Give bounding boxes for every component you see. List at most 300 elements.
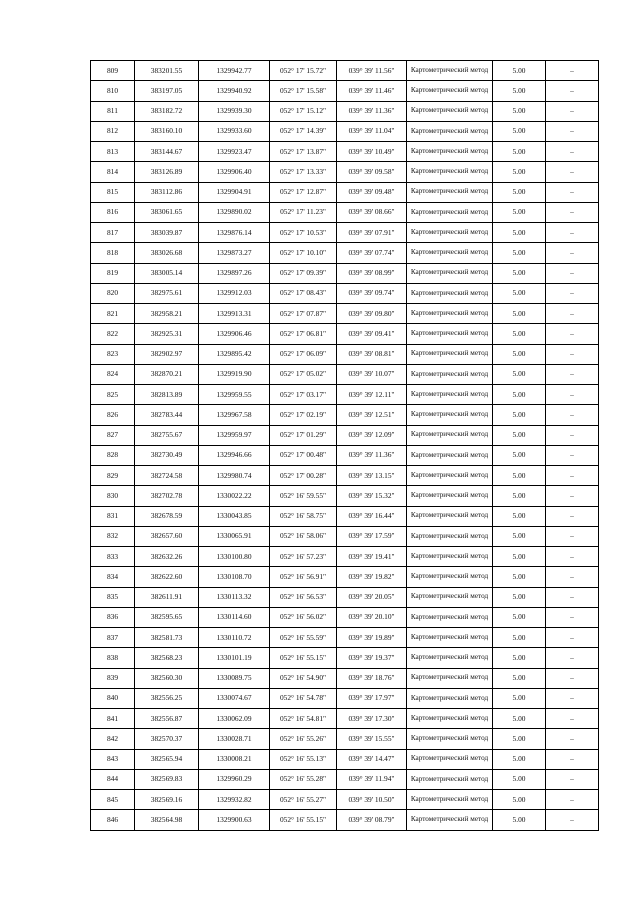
- method-cell: Картометрический метод: [407, 425, 493, 445]
- latitude-cell: 052° 17' 05.02": [270, 364, 337, 384]
- table-row: [91, 486, 599, 506]
- method-cell: Картометрический метод: [407, 526, 493, 546]
- note-cell: –: [546, 81, 599, 101]
- note-cell: –: [546, 769, 599, 789]
- note-cell: –: [546, 587, 599, 607]
- latitude-cell: 052° 16' 55.27": [270, 790, 337, 810]
- accuracy-cell: 5.00: [493, 486, 546, 506]
- latitude-cell: 052° 16' 56.02": [270, 607, 337, 627]
- x-coordinate-cell: 383112.86: [135, 182, 199, 202]
- x-coordinate-cell: 383160.10: [135, 121, 199, 141]
- table-row: [91, 182, 599, 202]
- latitude-cell: 052° 17' 06.81": [270, 324, 337, 344]
- x-coordinate-cell: 382702.78: [135, 486, 199, 506]
- latitude-cell: 052° 16' 55.26": [270, 729, 337, 749]
- latitude-cell: 052° 17' 03.17": [270, 385, 337, 405]
- method-cell: Картометрический метод: [407, 749, 493, 769]
- method-cell: Картометрический метод: [407, 668, 493, 688]
- x-coordinate-cell: 382564.98: [135, 810, 199, 830]
- table-row: [91, 749, 599, 769]
- method-cell: Картометрический метод: [407, 445, 493, 465]
- x-coordinate-cell: 382568.23: [135, 648, 199, 668]
- note-cell: –: [546, 101, 599, 121]
- y-coordinate-cell: 1329932.82: [199, 790, 270, 810]
- method-cell: Картометрический метод: [407, 648, 493, 668]
- method-cell: Картометрический метод: [407, 506, 493, 526]
- point-number-cell: 820: [91, 283, 135, 303]
- accuracy-cell: 5.00: [493, 769, 546, 789]
- y-coordinate-cell: 1329873.27: [199, 243, 270, 263]
- y-coordinate-cell: 1329923.47: [199, 142, 270, 162]
- x-coordinate-cell: 382569.16: [135, 790, 199, 810]
- y-coordinate-cell: 1329904.91: [199, 182, 270, 202]
- note-cell: –: [546, 324, 599, 344]
- note-cell: –: [546, 182, 599, 202]
- point-number-cell: 845: [91, 790, 135, 810]
- y-coordinate-cell: 1330110.72: [199, 628, 270, 648]
- method-cell: Картометрический метод: [407, 688, 493, 708]
- accuracy-cell: 5.00: [493, 445, 546, 465]
- point-number-cell: 837: [91, 628, 135, 648]
- y-coordinate-cell: 1329946.66: [199, 445, 270, 465]
- note-cell: –: [546, 364, 599, 384]
- document-page: [90, 60, 598, 831]
- accuracy-cell: 5.00: [493, 506, 546, 526]
- y-coordinate-cell: 1330108.70: [199, 567, 270, 587]
- note-cell: –: [546, 547, 599, 567]
- y-coordinate-cell: 1329959.97: [199, 425, 270, 445]
- note-cell: –: [546, 749, 599, 769]
- latitude-cell: 052° 16' 55.28": [270, 769, 337, 789]
- x-coordinate-cell: 382755.67: [135, 425, 199, 445]
- latitude-cell: 052° 16' 57.23": [270, 547, 337, 567]
- method-cell: Картометрический метод: [407, 304, 493, 324]
- accuracy-cell: 5.00: [493, 607, 546, 627]
- note-cell: –: [546, 526, 599, 546]
- table-row: [91, 607, 599, 627]
- table-row: [91, 202, 599, 222]
- method-cell: Картометрический метод: [407, 567, 493, 587]
- table-row: [91, 688, 599, 708]
- method-cell: Картометрический метод: [407, 790, 493, 810]
- point-number-cell: 818: [91, 243, 135, 263]
- method-cell: Картометрический метод: [407, 202, 493, 222]
- point-number-cell: 810: [91, 81, 135, 101]
- method-cell: Картометрический метод: [407, 344, 493, 364]
- table-row: [91, 790, 599, 810]
- latitude-cell: 052° 16' 54.81": [270, 709, 337, 729]
- note-cell: –: [546, 142, 599, 162]
- latitude-cell: 052° 17' 09.39": [270, 263, 337, 283]
- x-coordinate-cell: 383201.55: [135, 61, 199, 81]
- y-coordinate-cell: 1329913.31: [199, 304, 270, 324]
- accuracy-cell: 5.00: [493, 405, 546, 425]
- latitude-cell: 052° 17' 12.87": [270, 182, 337, 202]
- longitude-cell: 039° 39' 10.50": [337, 790, 407, 810]
- point-number-cell: 836: [91, 607, 135, 627]
- latitude-cell: 052° 16' 59.55": [270, 486, 337, 506]
- longitude-cell: 039° 39' 20.10": [337, 607, 407, 627]
- point-number-cell: 821: [91, 304, 135, 324]
- accuracy-cell: 5.00: [493, 526, 546, 546]
- longitude-cell: 039° 39' 19.37": [337, 648, 407, 668]
- x-coordinate-cell: 383144.67: [135, 142, 199, 162]
- accuracy-cell: 5.00: [493, 810, 546, 830]
- longitude-cell: 039° 39' 17.30": [337, 709, 407, 729]
- table-row: [91, 466, 599, 486]
- method-cell: Картометрический метод: [407, 769, 493, 789]
- accuracy-cell: 5.00: [493, 567, 546, 587]
- y-coordinate-cell: 1329890.02: [199, 202, 270, 222]
- method-cell: Картометрический метод: [407, 607, 493, 627]
- table-row: [91, 628, 599, 648]
- latitude-cell: 052° 17' 07.87": [270, 304, 337, 324]
- accuracy-cell: 5.00: [493, 61, 546, 81]
- y-coordinate-cell: 1329876.14: [199, 223, 270, 243]
- longitude-cell: 039° 39' 08.79": [337, 810, 407, 830]
- y-coordinate-cell: 1329906.46: [199, 324, 270, 344]
- point-number-cell: 828: [91, 445, 135, 465]
- accuracy-cell: 5.00: [493, 668, 546, 688]
- x-coordinate-cell: 383197.05: [135, 81, 199, 101]
- accuracy-cell: 5.00: [493, 364, 546, 384]
- longitude-cell: 039° 39' 11.56": [337, 61, 407, 81]
- table-row: [91, 121, 599, 141]
- latitude-cell: 052° 17' 15.72": [270, 61, 337, 81]
- point-number-cell: 829: [91, 466, 135, 486]
- point-number-cell: 813: [91, 142, 135, 162]
- method-cell: Картометрический метод: [407, 324, 493, 344]
- note-cell: –: [546, 405, 599, 425]
- latitude-cell: 052° 16' 55.15": [270, 810, 337, 830]
- table-row: [91, 445, 599, 465]
- method-cell: Картометрический метод: [407, 263, 493, 283]
- latitude-cell: 052° 17' 14.39": [270, 121, 337, 141]
- longitude-cell: 039° 39' 19.41": [337, 547, 407, 567]
- y-coordinate-cell: 1330113.32: [199, 587, 270, 607]
- method-cell: Картометрический метод: [407, 587, 493, 607]
- point-number-cell: 840: [91, 688, 135, 708]
- y-coordinate-cell: 1329906.40: [199, 162, 270, 182]
- accuracy-cell: 5.00: [493, 81, 546, 101]
- y-coordinate-cell: 1329967.58: [199, 405, 270, 425]
- longitude-cell: 039° 39' 11.46": [337, 81, 407, 101]
- accuracy-cell: 5.00: [493, 688, 546, 708]
- method-cell: Картометрический метод: [407, 709, 493, 729]
- longitude-cell: 039° 39' 17.59": [337, 526, 407, 546]
- latitude-cell: 052° 16' 58.75": [270, 506, 337, 526]
- accuracy-cell: 5.00: [493, 182, 546, 202]
- latitude-cell: 052° 16' 55.13": [270, 749, 337, 769]
- latitude-cell: 052° 16' 56.91": [270, 567, 337, 587]
- latitude-cell: 052° 17' 10.10": [270, 243, 337, 263]
- x-coordinate-cell: 382958.21: [135, 304, 199, 324]
- note-cell: –: [546, 304, 599, 324]
- note-cell: –: [546, 223, 599, 243]
- method-cell: Картометрический метод: [407, 142, 493, 162]
- x-coordinate-cell: 382657.60: [135, 526, 199, 546]
- point-number-cell: 838: [91, 648, 135, 668]
- longitude-cell: 039° 39' 08.99": [337, 263, 407, 283]
- point-number-cell: 844: [91, 769, 135, 789]
- accuracy-cell: 5.00: [493, 344, 546, 364]
- latitude-cell: 052° 16' 54.78": [270, 688, 337, 708]
- table-row: [91, 385, 599, 405]
- x-coordinate-cell: 382556.25: [135, 688, 199, 708]
- accuracy-cell: 5.00: [493, 466, 546, 486]
- point-number-cell: 819: [91, 263, 135, 283]
- note-cell: –: [546, 810, 599, 830]
- x-coordinate-cell: 382783.44: [135, 405, 199, 425]
- latitude-cell: 052° 16' 58.06": [270, 526, 337, 546]
- accuracy-cell: 5.00: [493, 263, 546, 283]
- latitude-cell: 052° 16' 54.90": [270, 668, 337, 688]
- y-coordinate-cell: 1329939.30: [199, 101, 270, 121]
- table-row: [91, 344, 599, 364]
- y-coordinate-cell: 1329933.60: [199, 121, 270, 141]
- point-number-cell: 825: [91, 385, 135, 405]
- latitude-cell: 052° 16' 56.53": [270, 587, 337, 607]
- table-row: [91, 567, 599, 587]
- x-coordinate-cell: 382611.91: [135, 587, 199, 607]
- longitude-cell: 039° 39' 13.15": [337, 466, 407, 486]
- table-row: [91, 648, 599, 668]
- table-row: [91, 61, 599, 81]
- accuracy-cell: 5.00: [493, 223, 546, 243]
- x-coordinate-cell: 383005.14: [135, 263, 199, 283]
- note-cell: –: [546, 202, 599, 222]
- x-coordinate-cell: 383026.68: [135, 243, 199, 263]
- point-number-cell: 817: [91, 223, 135, 243]
- point-number-cell: 846: [91, 810, 135, 830]
- method-cell: Картометрический метод: [407, 81, 493, 101]
- point-number-cell: 826: [91, 405, 135, 425]
- longitude-cell: 039° 39' 09.48": [337, 182, 407, 202]
- method-cell: Картометрический метод: [407, 162, 493, 182]
- table-row: [91, 364, 599, 384]
- point-number-cell: 839: [91, 668, 135, 688]
- longitude-cell: 039° 39' 12.51": [337, 405, 407, 425]
- accuracy-cell: 5.00: [493, 142, 546, 162]
- longitude-cell: 039° 39' 07.74": [337, 243, 407, 263]
- point-number-cell: 824: [91, 364, 135, 384]
- table-row: [91, 668, 599, 688]
- longitude-cell: 039° 39' 09.74": [337, 283, 407, 303]
- longitude-cell: 039° 39' 15.55": [337, 729, 407, 749]
- x-coordinate-cell: 383061.65: [135, 202, 199, 222]
- longitude-cell: 039° 39' 16.44": [337, 506, 407, 526]
- table-row: [91, 223, 599, 243]
- table-row: [91, 101, 599, 121]
- accuracy-cell: 5.00: [493, 709, 546, 729]
- point-number-cell: 834: [91, 567, 135, 587]
- point-number-cell: 832: [91, 526, 135, 546]
- x-coordinate-cell: 382902.97: [135, 344, 199, 364]
- table-row: [91, 506, 599, 526]
- latitude-cell: 052° 17' 13.33": [270, 162, 337, 182]
- x-coordinate-cell: 382556.87: [135, 709, 199, 729]
- latitude-cell: 052° 17' 15.12": [270, 101, 337, 121]
- x-coordinate-cell: 382565.94: [135, 749, 199, 769]
- longitude-cell: 039° 39' 11.36": [337, 445, 407, 465]
- latitude-cell: 052° 16' 55.59": [270, 628, 337, 648]
- table-row: [91, 324, 599, 344]
- accuracy-cell: 5.00: [493, 729, 546, 749]
- point-number-cell: 842: [91, 729, 135, 749]
- note-cell: –: [546, 709, 599, 729]
- y-coordinate-cell: 1329895.42: [199, 344, 270, 364]
- x-coordinate-cell: 382569.83: [135, 769, 199, 789]
- method-cell: Картометрический метод: [407, 547, 493, 567]
- latitude-cell: 052° 17' 11.23": [270, 202, 337, 222]
- accuracy-cell: 5.00: [493, 648, 546, 668]
- longitude-cell: 039° 39' 10.49": [337, 142, 407, 162]
- longitude-cell: 039° 39' 14.47": [337, 749, 407, 769]
- accuracy-cell: 5.00: [493, 587, 546, 607]
- accuracy-cell: 5.00: [493, 385, 546, 405]
- note-cell: –: [546, 729, 599, 749]
- x-coordinate-cell: 382730.49: [135, 445, 199, 465]
- method-cell: Картометрический метод: [407, 364, 493, 384]
- table-body: [91, 61, 599, 831]
- longitude-cell: 039° 39' 19.89": [337, 628, 407, 648]
- point-number-cell: 814: [91, 162, 135, 182]
- table-row: [91, 304, 599, 324]
- longitude-cell: 039° 39' 08.81": [337, 344, 407, 364]
- x-coordinate-cell: 382724.58: [135, 466, 199, 486]
- y-coordinate-cell: 1330074.67: [199, 688, 270, 708]
- latitude-cell: 052° 17' 01.29": [270, 425, 337, 445]
- latitude-cell: 052° 17' 00.48": [270, 445, 337, 465]
- latitude-cell: 052° 17' 06.09": [270, 344, 337, 364]
- y-coordinate-cell: 1330101.19: [199, 648, 270, 668]
- longitude-cell: 039° 39' 09.80": [337, 304, 407, 324]
- note-cell: –: [546, 121, 599, 141]
- note-cell: –: [546, 506, 599, 526]
- longitude-cell: 039° 39' 17.97": [337, 688, 407, 708]
- latitude-cell: 052° 17' 00.28": [270, 466, 337, 486]
- table-row: [91, 405, 599, 425]
- method-cell: Картометрический метод: [407, 810, 493, 830]
- accuracy-cell: 5.00: [493, 283, 546, 303]
- y-coordinate-cell: 1329960.29: [199, 769, 270, 789]
- y-coordinate-cell: 1329897.26: [199, 263, 270, 283]
- accuracy-cell: 5.00: [493, 547, 546, 567]
- table-row: [91, 729, 599, 749]
- longitude-cell: 039° 39' 11.94": [337, 769, 407, 789]
- point-number-cell: 833: [91, 547, 135, 567]
- note-cell: –: [546, 688, 599, 708]
- y-coordinate-cell: 1329900.63: [199, 810, 270, 830]
- latitude-cell: 052° 17' 02.19": [270, 405, 337, 425]
- method-cell: Картометрический метод: [407, 466, 493, 486]
- note-cell: –: [546, 243, 599, 263]
- table-row: [91, 142, 599, 162]
- y-coordinate-cell: 1330100.80: [199, 547, 270, 567]
- x-coordinate-cell: 382595.65: [135, 607, 199, 627]
- note-cell: –: [546, 567, 599, 587]
- point-number-cell: 830: [91, 486, 135, 506]
- table-row: [91, 810, 599, 830]
- longitude-cell: 039° 39' 11.36": [337, 101, 407, 121]
- accuracy-cell: 5.00: [493, 162, 546, 182]
- note-cell: –: [546, 385, 599, 405]
- table-row: [91, 769, 599, 789]
- x-coordinate-cell: 382632.26: [135, 547, 199, 567]
- x-coordinate-cell: 382870.21: [135, 364, 199, 384]
- accuracy-cell: 5.00: [493, 101, 546, 121]
- note-cell: –: [546, 628, 599, 648]
- table-row: [91, 547, 599, 567]
- y-coordinate-cell: 1330043.85: [199, 506, 270, 526]
- latitude-cell: 052° 17' 13.87": [270, 142, 337, 162]
- x-coordinate-cell: 382581.73: [135, 628, 199, 648]
- y-coordinate-cell: 1329940.92: [199, 81, 270, 101]
- method-cell: Картометрический метод: [407, 182, 493, 202]
- table-row: [91, 243, 599, 263]
- accuracy-cell: 5.00: [493, 324, 546, 344]
- x-coordinate-cell: 382560.30: [135, 668, 199, 688]
- x-coordinate-cell: 382678.59: [135, 506, 199, 526]
- method-cell: Картометрический метод: [407, 61, 493, 81]
- table-row: [91, 425, 599, 445]
- longitude-cell: 039° 39' 11.04": [337, 121, 407, 141]
- x-coordinate-cell: 383039.87: [135, 223, 199, 243]
- accuracy-cell: 5.00: [493, 304, 546, 324]
- note-cell: –: [546, 162, 599, 182]
- accuracy-cell: 5.00: [493, 790, 546, 810]
- x-coordinate-cell: 382813.89: [135, 385, 199, 405]
- method-cell: Картометрический метод: [407, 385, 493, 405]
- longitude-cell: 039° 39' 07.91": [337, 223, 407, 243]
- method-cell: Картометрический метод: [407, 486, 493, 506]
- table-row: [91, 526, 599, 546]
- point-number-cell: 823: [91, 344, 135, 364]
- y-coordinate-cell: 1329959.55: [199, 385, 270, 405]
- table-row: [91, 587, 599, 607]
- longitude-cell: 039° 39' 12.11": [337, 385, 407, 405]
- y-coordinate-cell: 1329912.03: [199, 283, 270, 303]
- note-cell: –: [546, 668, 599, 688]
- point-number-cell: 843: [91, 749, 135, 769]
- method-cell: Картометрический метод: [407, 628, 493, 648]
- latitude-cell: 052° 17' 15.58": [270, 81, 337, 101]
- method-cell: Картометрический метод: [407, 405, 493, 425]
- longitude-cell: 039° 39' 15.32": [337, 486, 407, 506]
- y-coordinate-cell: 1329980.74: [199, 466, 270, 486]
- accuracy-cell: 5.00: [493, 628, 546, 648]
- x-coordinate-cell: 382570.37: [135, 729, 199, 749]
- x-coordinate-cell: 383126.89: [135, 162, 199, 182]
- method-cell: Картометрический метод: [407, 101, 493, 121]
- note-cell: –: [546, 607, 599, 627]
- y-coordinate-cell: 1330114.60: [199, 607, 270, 627]
- method-cell: Картометрический метод: [407, 729, 493, 749]
- method-cell: Картометрический метод: [407, 283, 493, 303]
- note-cell: –: [546, 486, 599, 506]
- longitude-cell: 039° 39' 08.66": [337, 202, 407, 222]
- point-number-cell: 822: [91, 324, 135, 344]
- y-coordinate-cell: 1330089.75: [199, 668, 270, 688]
- accuracy-cell: 5.00: [493, 202, 546, 222]
- note-cell: –: [546, 445, 599, 465]
- table-row: [91, 709, 599, 729]
- point-number-cell: 816: [91, 202, 135, 222]
- method-cell: Картометрический метод: [407, 121, 493, 141]
- longitude-cell: 039° 39' 20.05": [337, 587, 407, 607]
- point-number-cell: 835: [91, 587, 135, 607]
- longitude-cell: 039° 39' 10.07": [337, 364, 407, 384]
